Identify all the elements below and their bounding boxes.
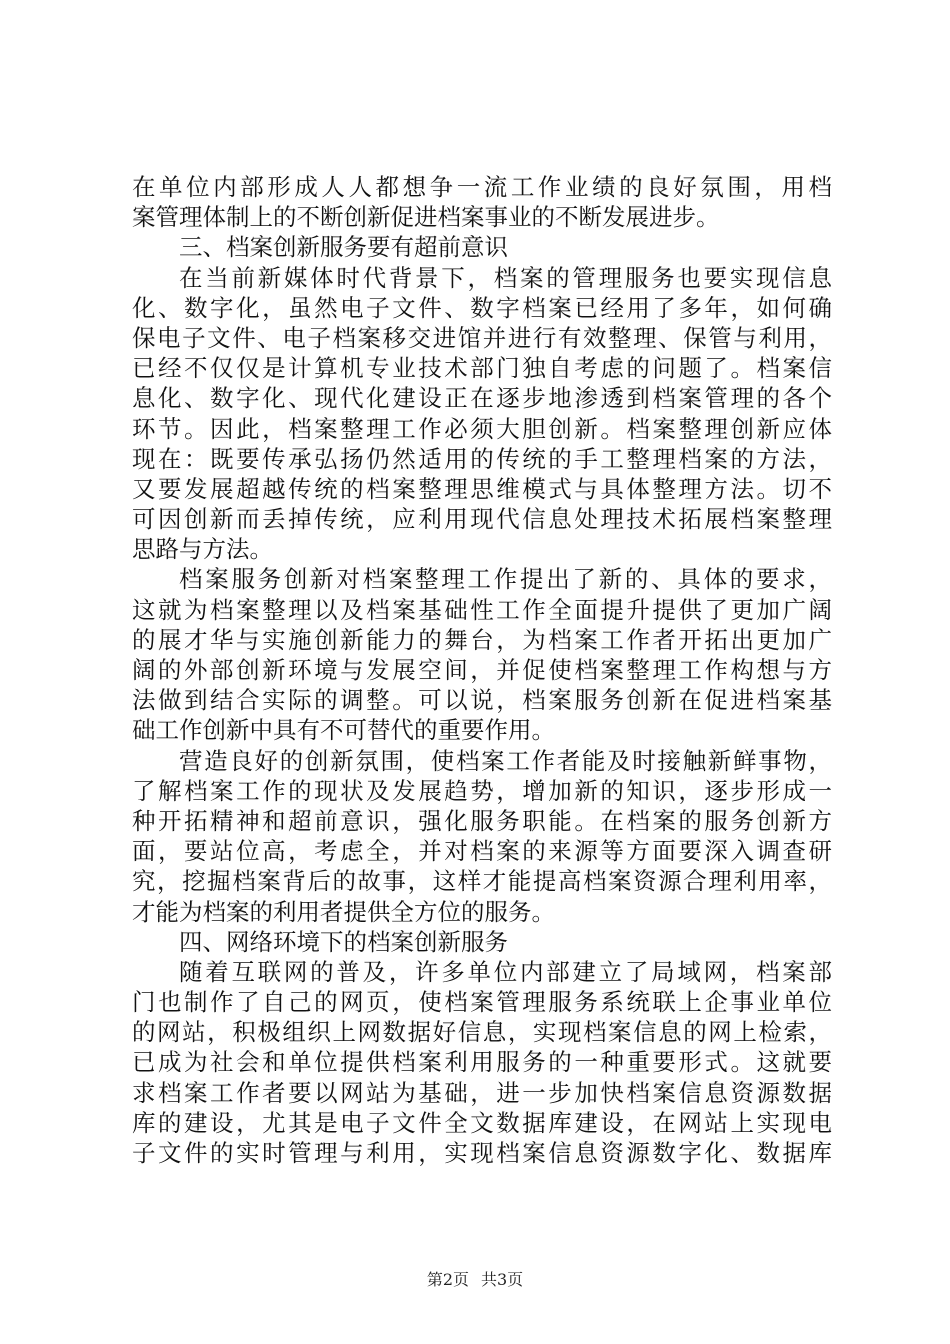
text-line: 随着互联网的普及，许多单位内部建立了局域网，档案部 bbox=[179, 957, 832, 986]
page-footer bbox=[0, 1267, 950, 1290]
text-line: 法做到结合实际的调整。可以说，档案服务创新在促进档案基 bbox=[132, 686, 832, 715]
text-line: 可因创新而丢掉传统，应利用现代信息处理技术拓展档案整理 bbox=[132, 505, 832, 534]
text-line: 在当前新媒体时代背景下，档案的管理服务也要实现信息 bbox=[179, 263, 832, 292]
text-line: 在单位内部形成人人都想争一流工作业绩的良好氛围，用档 bbox=[132, 173, 832, 201]
text-line: 础工作创新中具有不可替代的重要作用。 bbox=[132, 716, 555, 745]
text-line: 这就为档案整理以及档案基础性工作全面提升提供了更加广阔 bbox=[132, 595, 832, 624]
text-line: 档案服务创新对档案整理工作提出了新的、具体的要求， bbox=[179, 565, 832, 594]
text-line: 又要发展超越传统的档案整理思维模式与具体整理方法。切不 bbox=[132, 474, 832, 503]
text-line: 的展才华与实施创新能力的舞台，为档案工作者开拓出更加广 bbox=[132, 625, 832, 654]
text-line: 究，挖掘档案背后的故事，这样才能提高档案资源合理利用率， bbox=[132, 867, 832, 896]
text-line: 思路与方法。 bbox=[132, 535, 273, 564]
text-line: 阔的外部创新环境与发展空间，并促使档案整理工作构想与方 bbox=[132, 656, 832, 684]
text-line: 面，要站位高，考虑全，并对档案的来源等方面要深入调查研 bbox=[132, 837, 832, 866]
text-line: 求档案工作者要以网站为基础，进一步加快档案信息资源数据 bbox=[132, 1078, 832, 1107]
text-line: 的网站，积极组织上网数据好信息，实现档案信息的网上检索， bbox=[132, 1018, 832, 1047]
text-line: 种开拓精神和超前意识，强化服务职能。在档案的服务创新方 bbox=[132, 806, 832, 835]
text-line: 化、数字化，虽然电子文件、数字档案已经用了多年，如何确 bbox=[132, 293, 832, 322]
text-line: 已经不仅仅是计算机专业技术部门独自考虑的问题了。档案信 bbox=[132, 354, 832, 383]
text-line: 已成为社会和单位提供档案利用服务的一种重要形式。这就要 bbox=[132, 1048, 832, 1077]
text-line: 保电子文件、电子档案移交进馆并进行有效整理、保管与利用， bbox=[132, 323, 832, 352]
text-line: 门也制作了自己的网页，使档案管理服务系统联上企事业单位 bbox=[132, 988, 832, 1017]
text-line: 息化、数字化、现代化建设正在逐步地渗透到档案管理的各个 bbox=[132, 384, 832, 413]
text-line: 营造良好的创新氛围，使档案工作者能及时接触新鲜事物， bbox=[179, 746, 832, 775]
page-total: 共3页 bbox=[481, 1270, 524, 1289]
text-line: 才能为档案的利用者提供全方位的服务。 bbox=[132, 897, 555, 926]
document-body bbox=[132, 172, 832, 1168]
text-line: 四、网络环境下的档案创新服务 bbox=[179, 927, 508, 956]
text-line: 了解档案工作的现状及发展趋势，增加新的知识，逐步形成一 bbox=[132, 776, 832, 805]
text-line: 库的建设，尤其是电子文件全文数据库建设，在网站上实现电 bbox=[132, 1108, 832, 1137]
text-line: 案管理体制上的不断创新促进档案事业的不断发展进步。 bbox=[132, 203, 720, 232]
page-number: 第2页 bbox=[426, 1270, 469, 1289]
text-line: 三、档案创新服务要有超前意识 bbox=[179, 233, 508, 262]
text-line: 子文件的实时管理与利用，实现档案信息资源数字化、数据库 bbox=[132, 1139, 832, 1167]
text-line: 环节。因此，档案整理工作必须大胆创新。档案整理创新应体 bbox=[132, 414, 832, 443]
text-line: 现在：既要传承弘扬仍然适用的传统的手工整理档案的方法， bbox=[132, 444, 832, 473]
